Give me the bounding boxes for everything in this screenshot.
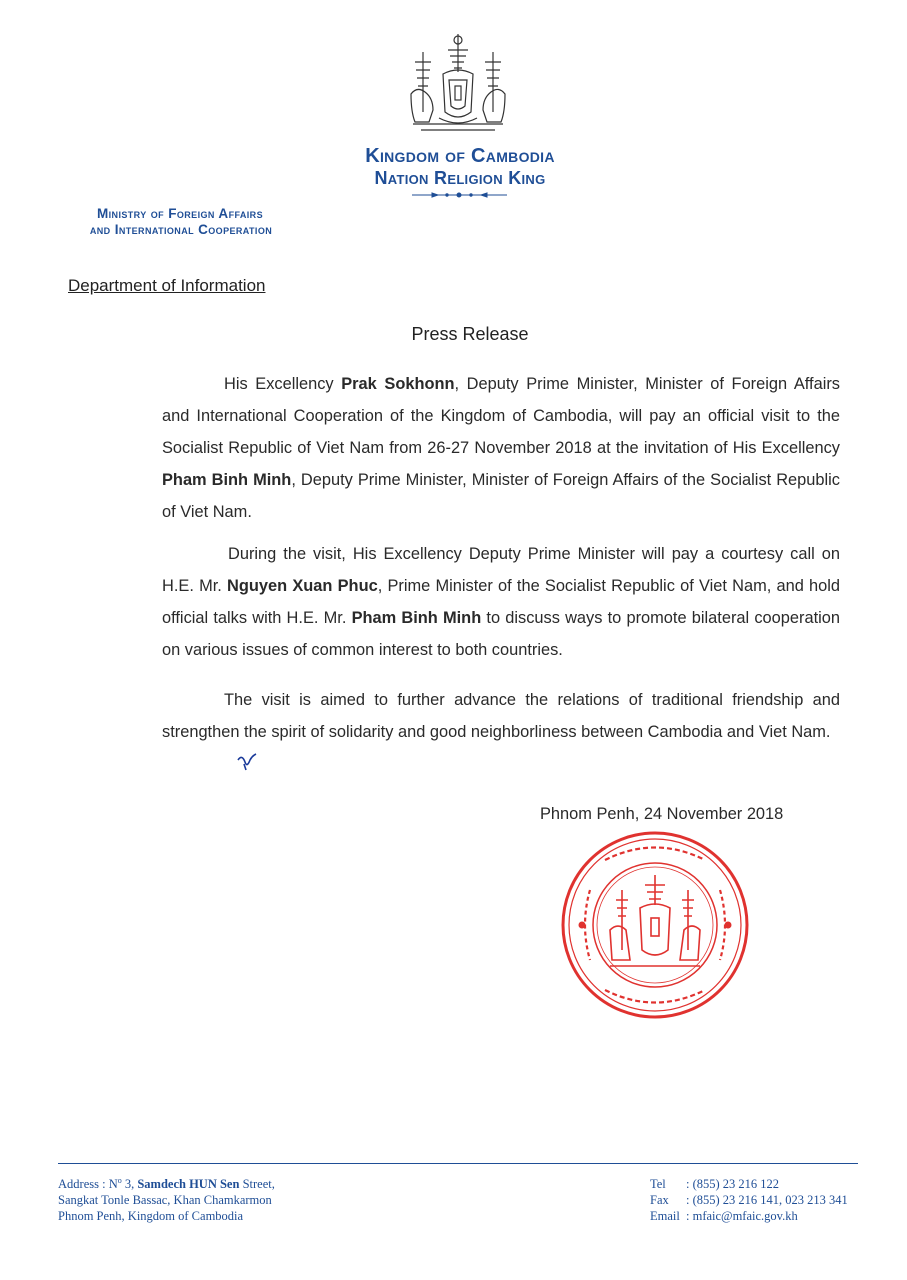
p1-text-c: , Deputy Prime Minister, Minister of Foreign Affairs and International Cooperation of the Kingdom of Cambodia, will pay an official visit to the Socialist Republic of Viet Nam from 26-27 November 2018 at the invitation of His Excellency xyxy=(162,375,840,457)
address-line-1 xyxy=(58,1173,275,1192)
p2-text-e: to discuss ways to promote bilateral cooperation on various issues of common interest to both countries. xyxy=(162,609,841,659)
ministry-name-line1: Ministry of Foreign Affairs xyxy=(97,206,263,221)
ministry-name-line2: and International Cooperation xyxy=(89,222,273,237)
footer-divider xyxy=(58,1163,858,1164)
footer-address xyxy=(58,1173,275,1224)
fax-value: : (855) 23 216 141, 023 213 341 xyxy=(686,1193,848,1207)
p1-text-a: His Excellency xyxy=(224,375,342,393)
p2-text-c: , Prime Minister of the Socialist Republic of Viet Nam, and hold official talks with H.E. Mr. xyxy=(162,577,841,627)
p2-name-nguyen-xuan-phuc: Nguyen Xuan Phuc xyxy=(227,577,378,595)
address-street-suffix: Street, xyxy=(239,1177,275,1192)
p1-name-prak-sokhonn: Prak Sokhonn xyxy=(341,375,455,393)
tel-value: : (855) 23 216 122 xyxy=(686,1177,780,1191)
email-label: Email xyxy=(650,1209,680,1223)
address-number: 3, xyxy=(121,1177,138,1192)
fax-row xyxy=(650,1192,848,1208)
email-value[interactable]: : mfaic@mfaic.gov.kh xyxy=(686,1209,798,1223)
footer-contact xyxy=(650,1176,848,1224)
tel-label: Tel xyxy=(650,1177,666,1191)
paragraph-3 xyxy=(162,684,840,748)
p2-name-pham-binh-minh: Pham Binh Minh xyxy=(351,609,482,627)
address-number-sup: o xyxy=(117,1176,122,1185)
email-row xyxy=(650,1208,848,1224)
paragraph-2 xyxy=(162,538,840,666)
national-motto: Nation Religion King xyxy=(374,168,546,188)
official-seal-icon xyxy=(560,830,750,1020)
paragraph-1 xyxy=(162,368,840,528)
p3-text: The visit is aimed to further advance the relations of traditional friendship and strengthen the spirit of solidarity and good neighborliness between Cambodia and Viet Nam. xyxy=(162,691,840,741)
department-heading: Department of Information xyxy=(68,276,266,295)
address-prefix: Address : N xyxy=(58,1177,118,1192)
p2-text-a: During the visit, His Excellency Deputy Prime Minister will pay a courtesy call on H.E. Mr. xyxy=(162,545,840,595)
royal-emblem-icon xyxy=(403,32,513,134)
address-line-2: Sangkat Tonle Bassac, Khan Chamkarmon xyxy=(58,1193,272,1208)
p1-name-pham-binh-minh: Pham Binh Minh xyxy=(162,471,292,489)
p1-text-e: , Deputy Prime Minister, Minister of Foreign Affairs of the Socialist Republic of Viet Nam. xyxy=(162,471,840,521)
place-and-date: Phnom Penh, 24 November 2018 xyxy=(540,805,784,823)
address-street-name: Samdech HUN Sen xyxy=(137,1177,240,1192)
press-release-title: Press Release xyxy=(411,324,529,344)
fax-label: Fax xyxy=(650,1193,669,1207)
kingdom-title: Kingdom of Cambodia xyxy=(365,145,555,167)
tel-row xyxy=(650,1176,848,1192)
handwritten-initial-icon xyxy=(236,752,258,772)
flourish-divider xyxy=(412,190,507,200)
address-line-3: Phnom Penh, Kingdom of Cambodia xyxy=(58,1209,244,1224)
